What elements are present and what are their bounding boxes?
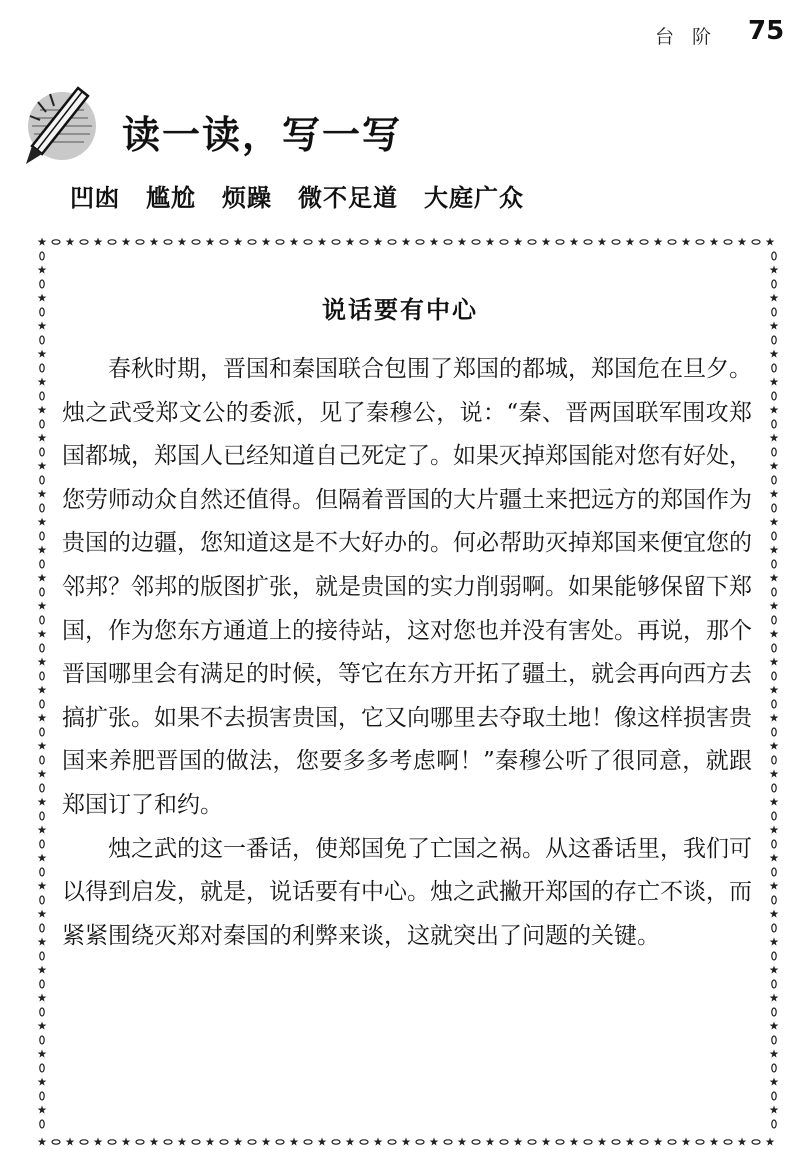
vocab-word: 尴尬	[146, 183, 196, 212]
story-paragraph: 烛之武的这一番话，使郑国免了亡国之祸。从这番话里，我们可以得到启发，就是，说话要有中心。烛之武撇开郑国的存亡不谈，而紧紧围绕灭郑对秦国的利弊来谈，这就突出了问题的关键。	[62, 835, 752, 949]
vocab-word: 烦躁	[222, 183, 272, 212]
story-title: 说话要有中心	[322, 296, 478, 324]
header-title: 台 阶	[655, 26, 718, 48]
pencil-icon	[22, 84, 100, 166]
vocabulary-list	[70, 178, 524, 213]
section-title: 读一读，写一写	[122, 113, 403, 157]
vocab-word: 微不足道	[298, 183, 398, 212]
story-paragraph: 春秋时期，晋国和秦国联合包围了郑国的都城，郑国危在旦夕。烛之武受郑文公的委派，见了秦穆公，说：“秦、晋两国联军围攻郑国都城，郑国人已经知道自己死定了。如果灭掉郑国能对您有好处，您劳师动众自然还值得。但隔着晋国的大片疆土来把远方的郑国作为贵国的边疆，您知道这是不大好办的。何必帮助灭掉郑国来便宜您的邻邦？邻邦的版图扩张，就是贵国的实力削弱啊。如果能够保留下郑国，作为您东方通道上的接待站，这对您也并没有害处。再说，那个晋国哪里会有满足的时候，等它在东方开拓了疆土，就会再向西方去搞扩张。如果不去损害贵国，它又向哪里去夺取土地！像这样损害贵国来养肥晋国的做法，您要多多考虑啊！”秦穆公听了很同意，就跟郑国订了和约。	[62, 356, 752, 818]
page-number: 75	[748, 16, 785, 46]
vocab-word: 凹凼	[70, 183, 120, 212]
vocab-word: 大庭广众	[424, 183, 524, 212]
story-body	[62, 348, 752, 958]
